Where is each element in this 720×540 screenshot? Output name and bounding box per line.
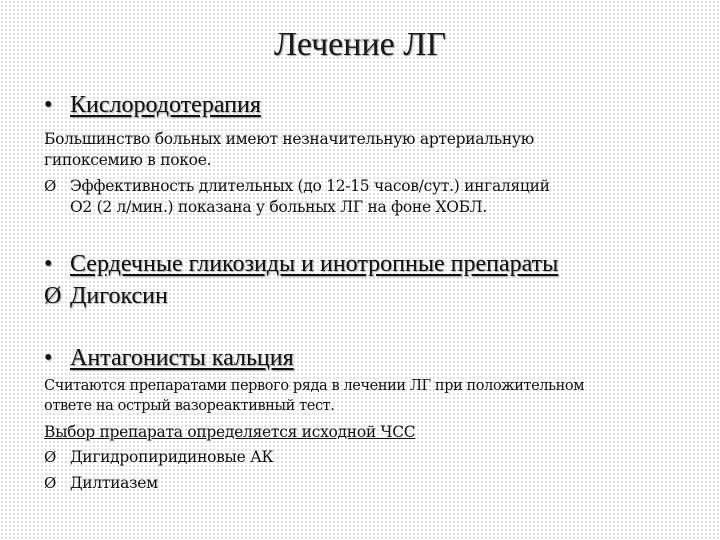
point-continuation: О2 (2 л/мин.) показана у больных ЛГ на фоне ХОБЛ. [70, 198, 487, 216]
point-text: Дигоксин [70, 283, 168, 309]
subheading: Выбор препарата определяется исходной ЧСС [44, 423, 416, 441]
bullet-icon: • [44, 345, 53, 371]
bullet-icon: • [44, 251, 53, 277]
section-heading-calcium [44, 345, 294, 372]
section-heading-oxygen [44, 92, 261, 119]
arrow-bullet-icon: Ø [44, 448, 56, 466]
arrow-bullet-icon: Ø [44, 474, 56, 492]
arrow-bullet-icon: Ø [44, 283, 62, 309]
heading-label: Антагонисты кальция [70, 345, 294, 371]
heading-label: Сердечные гликозиды и инотропные препараты [70, 251, 559, 277]
heading-label: Кислородотерапия [70, 92, 261, 118]
arrow-bullet-icon: Ø [44, 177, 56, 195]
arrow-point [44, 177, 550, 195]
point-text: Дилтиазем [70, 474, 158, 492]
arrow-point [44, 448, 273, 466]
point-text: Эффективность длительных (до 12-15 часов/сут.) ингаляций [70, 177, 550, 195]
slide-title: Лечение ЛГ [274, 26, 446, 63]
bullet-icon: • [44, 92, 53, 118]
section-heading-glycosides [44, 251, 558, 278]
body-line: Считаются препаратами первого ряда в лечении ЛГ при положительном [44, 378, 585, 394]
body-line: гипоксемию в покое. [44, 151, 212, 169]
arrow-point-large [44, 283, 168, 310]
point-text: Дигидропиридиновые АК [70, 448, 274, 466]
body-line: Большинство больных имеют незначительную артериальную [44, 130, 534, 148]
body-line: ответе на острый вазореактивный тест. [44, 398, 335, 414]
arrow-point [44, 474, 158, 492]
